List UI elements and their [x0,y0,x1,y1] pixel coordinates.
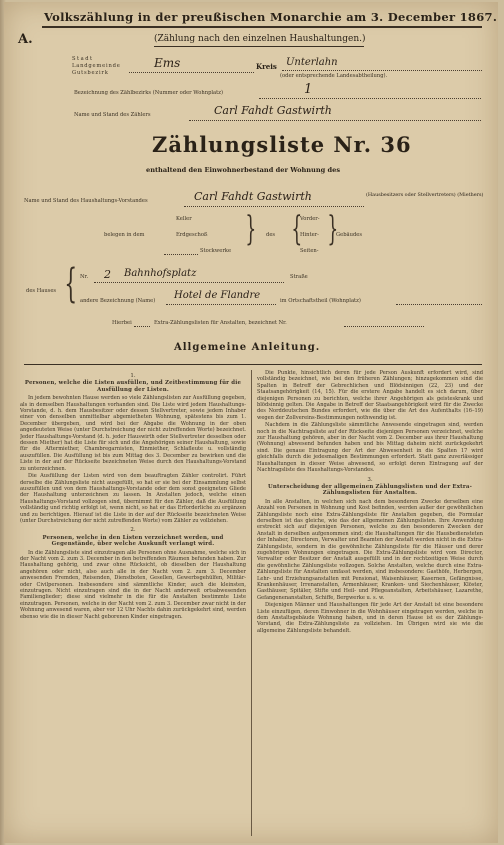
section-2-heading: Personen, welche in den Listen verzeichnet werden, und Gegenstände, über welche Auskunft verlangt wird. [42,534,224,548]
household-label: Name und Stand des Haushaltungs-Vorstandes [24,198,148,204]
des-hauses-label: des Hauses [26,288,57,294]
form-title: Volkszählung in der preußischen Monarchie am 3. December 1867. [44,10,498,24]
zaehler-line [189,120,481,121]
instructions-rule [24,364,482,365]
stadt-label-2: Landgemeinde [72,63,121,69]
strasse-label: Straße [290,274,308,280]
section-1-paragraph-2: Die Ausfüllung der Listen wird von dem beauftragten Zähler controlirt. Führt derselbe die Zählungsliste nicht ausgefüllt, so hat er sie bei der Einsammlung selbst auszufüllen und von dem Haushaltungs-Vorstande oder dem sonst geeigneten Gliede der Haushaltung unterzeichnen zu lassen. In Anstalten jedoch, welche einen Haushaltungs-Vorstand vollzogen sind, übernimmt für den Zähler, daß die Ausfüllung vollständig und richtig erfolgt ist, wenn nicht, so hat er das Erforderliche zu ergänzen und zu berichtigen. Hierauf ist die Liste in der auf der Rückseite bezeichneten Weise (unter Durchstreichung der nicht zutreffenden Worte) vom Zähler zu vollziehen. [20,473,246,524]
section-3-number: 3. [367,476,373,483]
form-subtitle: (Zählung nach den einzelnen Haushaltungen.) [154,34,366,44]
household-line [184,206,364,207]
andere-line [166,304,276,305]
hierbei-line [134,326,150,327]
list-title: Zählungsliste Nr. 36 [152,132,412,157]
gebaeudes-label: Gebäudes [336,232,363,238]
vorder-label: Vorder- [300,216,320,222]
brace-right-1: } [245,209,257,249]
household-value: Carl Fahdt Gastwirth [194,190,312,203]
bezirk-value: 1 [304,82,313,97]
hierbei-label: Hierbei [112,320,132,326]
bezirk-line [259,98,481,99]
belegen-label: belegen in dem [104,232,145,238]
erdgeschoss-label: Erdgeschoß [176,232,208,238]
subtitle-underline [154,46,364,47]
form-letter: A. [18,32,33,47]
stockwerk-line [164,254,198,255]
zaehler-label: Name und Stand des Zählers [74,112,151,118]
section-2-number: 2. [130,527,136,534]
kreis-line [282,70,482,71]
keller-label: Keller [176,216,192,222]
stadt-label-1: Stadt [72,56,94,62]
seiten-label: Seiten- [300,248,319,254]
brace-right-2: } [327,209,339,249]
hierbei-nr-line [344,326,424,327]
andere-value: Hotel de Flandre [174,290,261,301]
stadt-value: Ems [154,56,181,70]
section-3-paragraph-2: Diejenigen Männer und Haushaltungen für jede Art der Anstalt ist eine besondere Liste einzufügen, deren Einwohner in die Wohnhäuser eingetragen werden, welche in dem Anstaltsgebäude Wohnung haben, und in deren Hause ist es der Zählungs-Vorstand, die Extra-Zählungsliste zu vollziehen. Im Übrigen wird sie wie die allgemeine Zählungsliste behandelt. [257,602,483,634]
column-2-paragraph-2: Nachdem in die Zählungsliste sämmtliche Anwesende eingetragen sind, werden noch in die Nachtragsliste auf der Rückseite diejenigen Personen verzeichnet, welche zur Haushaltung gehören, aber in der Nacht vom 2. December aus ihrer Haushaltung (Wohnung) abwesend befunden haben und bis Mittag daheim nicht zurückgekehrt sind. Die genaue Eintragung der Art der Abwesenheit in die Spalten 17 wird gleichfalls durch die jedesmaligen Bestimmungen erfordert. Statt ganz zuverlässiger Haushaltungen in dieser Weise abwesend, so erfolgt deren Eintragung auf der Nachtragsliste des Haushaltungs-Vorstandes. [257,422,483,474]
stockwerke-label: Stockwerke [200,248,232,254]
zaehler-value: Carl Fahdt Gastwirth [214,104,332,117]
column-divider [251,370,252,836]
kreis-value: Unterlahn [286,57,338,68]
instructions-heading: Allgemeine Anleitung. [174,342,321,353]
household-note: (Hausbesitzers oder Stellvertreters) (Miethers) [366,192,484,198]
nr-value: 2 [104,268,111,281]
kreis-note: (oder entsprechende Landesabtheilung). [280,73,388,79]
ortschaft-line [396,304,482,305]
title-rule [42,26,482,28]
street-value: Bahnhofsplatz [124,268,197,279]
section-1-paragraph-1: In jedem bewohnten Hause werden so viele Zählungslisten zur Ausfüllung gegeben, als in demselben Haushaltungen vorhanden sind. Die Liste wird jedem Haushaltungs-Vorstande, d. h. dem Hausbesitzer oder dessen Stellvertreter, sowie jedem Inhaber einer von denselben unmittelbar abgemietheten Wohnung, spätestens bis zum 1. December übergeben, und wird bei der Abgabe die Wohnung in der oben angedeuteten Weise (unter Durchstreichung der nicht zutreffenden Worte) bezeichnet. Jeder Haushaltungs-Vorstand (d. h. jeder Hauswirth oder Stellvertreter desselben oder dessen Miether) hat die Liste für sich und die Angehörigen seiner Haushaltung, sowie für die Aftermiether, Chambregarnisten, Einmiether, Schlafleute u. vollständig auszufüllen. Die Ausfüllung ist bis zum Mittag des 3. December zu bewirken und die Liste in der auf der Rückseite bezeichneten Weise durch den Haushaltungs-Vorstand zu unterzeichnen. [20,395,246,472]
section-3-heading: Unterscheidung der allgemeinen Zählungslisten und der Extra-Zählungslisten für Anstalten. [267,483,473,497]
section-2-paragraph-1: In die Zählungsliste sind einzutragen alle Personen ohne Ausnahme, welche sich in der Nacht vom 2. zum 3. December in den betreffenden Räumen befunden haben. Zur Haushaltung gehörig, und zwar ohne Rücksicht, ob dieselben der Haushaltung angehören oder nicht, also auch alle in der Nacht vom 2. zum 3. December anwesenden Fremden, Reisenden, Dienstboten, Gesellen, Gewerbsgehülfen, Militär- oder Civilpersonen. Insbesondere sind sämmtliche Kinder, auch die kleinsten, einzutragen. Nicht einzutragen sind die in der Nacht anderweit ortsabwesenden Familienglieder; diese sind vielmehr in die für die Anstalten bestimmte Liste einzutragen. Personen, welche in der Nacht vom 2. zum 3. December zwar nicht in der Wohnung anwesend waren, aber vor 12 Uhr Nachts dahin zurückgekehrt sind, werden ebenso wie die in dieser Nacht geborenen Kinder eingetragen. [20,549,246,620]
bezirk-label: Bezeichnung des Zählbezirks (Nummer oder Wohnplatz) [74,90,223,96]
brace-address: { [64,261,78,307]
section-1-heading: Personen, welche die Listen ausfüllen, und Zeitbestimmung für die Ausfüllung der Listen. [24,380,242,393]
stadt-line [129,72,254,73]
hierbei-text: Extra-Zählungslisten für Anstalten, bezeichnet Nr. [154,320,287,326]
des-label: des [266,232,276,238]
stadt-label-3: Gutsbezirk [72,70,109,76]
instructions-column-left [20,370,246,836]
street-line [94,282,284,283]
section-3-paragraph-1: In alle Anstalten, in welchen sich nach dem besonderen Zwecke derselben eine Anzahl von Personen in Wohnung und Kost befinden, werden außer der gewöhnlichen Zählungsliste noch eine Extra-Zählungsliste für Anstalten gegeben, die Formular derselben ist das gleiche, wie das der allgemeinen Zählungslisten. Ihre Anwendung erstreckt sich auf diejenigen Personen, welche zu den besonderen Zwecken der Anstalt in derselben aufgenommen sind; die Haushaltungen für die Hausbediensteten der Inhaber, Directoren, Verwalter und Beamten der Anstalt werden nicht in die Extra-Zählungsliste, sondern in die gewöhnliche Zählungsliste für die Häuser und derer zugehörigen Wohnungen eingetragen. Die Extra-Zählungsliste wird vom Director, Verwalter oder Besitzer der Anstalt ausgefüllt und in der rechtzeitigen Weise durch die gewöhnliche Zählungsliste vollzogen. Solche Anstalten, welche durch eine Extra-Zählungsliste für Anstalten umfasst werden, sind insbesondere: Gasthöfe, Herbergen, Lehr- und Erziehungsanstalten mit Pensionat, Waisenhäuser, Kasernen, Gefängnisse, Krankenhäuser, Irrenanstalten, Armenhäuser, Kranken- und Siechenhäuser, Klöster, Gasthäuser, Spitäler, Stifte und Heil- und Pflegeanstalten, Arbeitshäuser, Lazarethe, Gefangenenanstalten, Schiffe, Bergwerke u. s. w. [257,498,483,601]
nr-label: Nr. [80,274,89,280]
census-form-page [4,2,498,843]
section-1-number: 1. [130,373,136,379]
brace-left-2: { [291,209,303,249]
kreis-label: Kreis [256,62,277,71]
instructions-column-right [257,370,483,836]
ortschaft-label: im Ortschaftstheil (Wohnplatz) [280,298,361,304]
hinter-label: Hinter- [300,232,319,238]
list-subtitle: enthaltend den Einwohnerbestand der Wohnung des [146,166,341,174]
andere-label: andere Bezeichnung (Name) [80,298,156,304]
column-2-paragraph-1: Die Punkte, hinsichtlich deren für jede Person Auskunft erfordert wird, sind vollständig bezeichnet, wie bei den früheren Zählungen; hinzugekommen sind die Spalten in Betreff der Gebrechlichen und Blödsinnigen (22, 23) und der Staatsangehörigkeit (14, 15). Für die erstere Angabe handelt es sich darum, über diejenigen Personen zu berichten, welche ihrer Angehörigen als geisteskrank und blödsinnig gelten. Die Angabe in Betreff der Staatsangehörigkeit wird für die Zwecke des Norddeutschen Bundes erfordert, wie die über die Art des Aufenthalts (16–19) wegen der Zollvereins-Bestimmungen nothwendig ist. [257,370,483,421]
